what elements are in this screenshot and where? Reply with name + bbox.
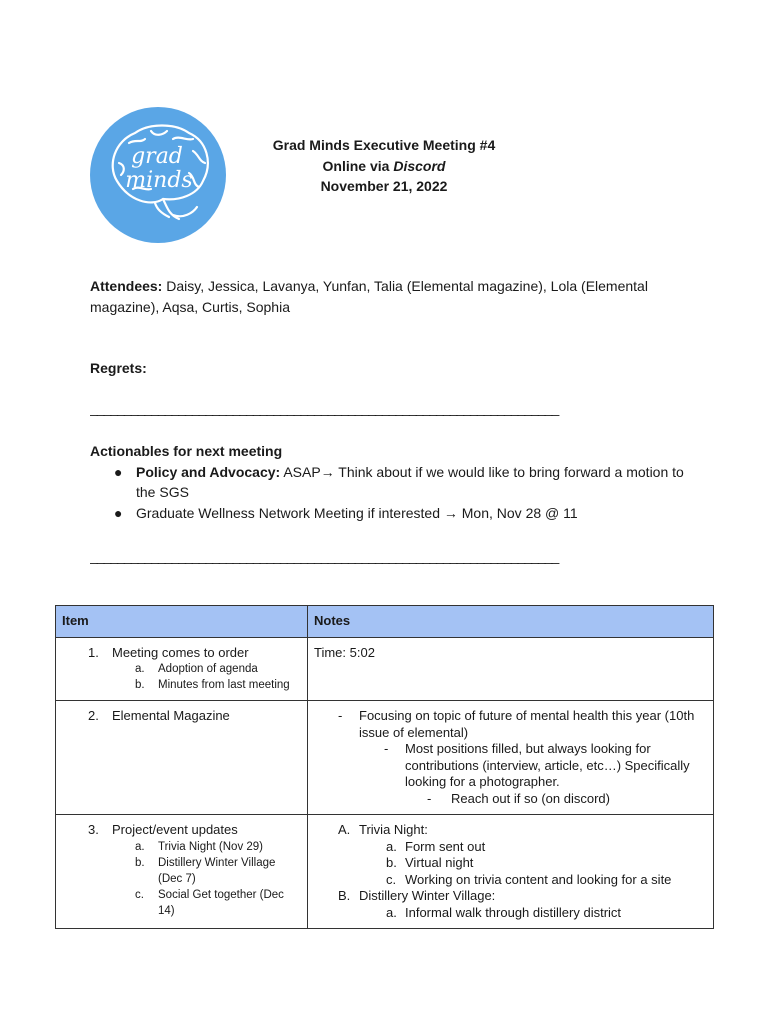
table-row	[56, 637, 714, 701]
attendees-label: Attendees:	[90, 278, 163, 294]
meeting-location: Online via Discord	[322, 157, 446, 174]
meeting-table	[55, 605, 714, 929]
actionable-item: ● Graduate Wellness Network Meeting if interested → Mon, Nov 28 @ 11	[110, 503, 690, 524]
attendees-list: Daisy, Jessica, Lavanya, Yunfan, Talia (Elemental magazine), Lola (Elemental magazine), Aqsa, Curtis, Sophia	[90, 278, 648, 315]
header-notes: Notes	[308, 606, 714, 638]
item-cell: 2. Elemental Magazine	[56, 701, 308, 815]
notes-cell: A. Trivia Night: a. Form sent out b. Virtual night c. Working on trivia content and looking for a site B. Distillery Winter Village: a. Informal walk through distillery district	[308, 815, 714, 929]
item-cell: 3. Project/event updates a. Trivia Night (Nov 29) b. Distillery Winter Village (Dec 7) c. Social Get together (Dec 14)	[56, 815, 308, 929]
item-cell: 1. Meeting comes to order a. Adoption of agenda b. Minutes from last meeting	[56, 637, 308, 701]
header-item: Item	[56, 606, 308, 638]
regrets-label: Regrets:	[90, 360, 147, 376]
document-header	[248, 135, 520, 197]
divider-line: _____________________________________________________________________	[90, 548, 559, 564]
discord-text: Discord	[393, 157, 446, 174]
logo-text-grad: grad	[131, 144, 183, 169]
actionable-item: ● Policy and Advocacy: ASAP→ Think about if we would like to bring forward a motion to the SGS	[114, 463, 684, 500]
meeting-date: November 21, 2022	[320, 178, 448, 194]
logo-text-minds: minds	[125, 168, 193, 193]
table-header-row	[56, 606, 714, 638]
actionables-section	[90, 441, 690, 523]
meeting-title: Grad Minds Executive Meeting #4	[272, 137, 496, 153]
bullet-icon: ●	[114, 463, 123, 480]
bullet-icon: ●	[114, 504, 123, 521]
notes-cell: - Focusing on topic of future of mental health this year (10th issue of elemental) - Most positions filled, but always looking for contributions (interview, article, etc…) Specifically looking for a photographer. - Reach out if so (on discord)	[308, 701, 714, 815]
divider-line: _____________________________________________________________________	[90, 400, 559, 416]
table-row	[56, 701, 714, 815]
actionables-title: Actionables for next meeting	[90, 443, 283, 459]
notes-cell: Time: 5:02	[308, 637, 714, 701]
attendees-section	[90, 276, 690, 317]
grad-minds-logo	[89, 103, 227, 247]
table-row	[56, 815, 714, 929]
